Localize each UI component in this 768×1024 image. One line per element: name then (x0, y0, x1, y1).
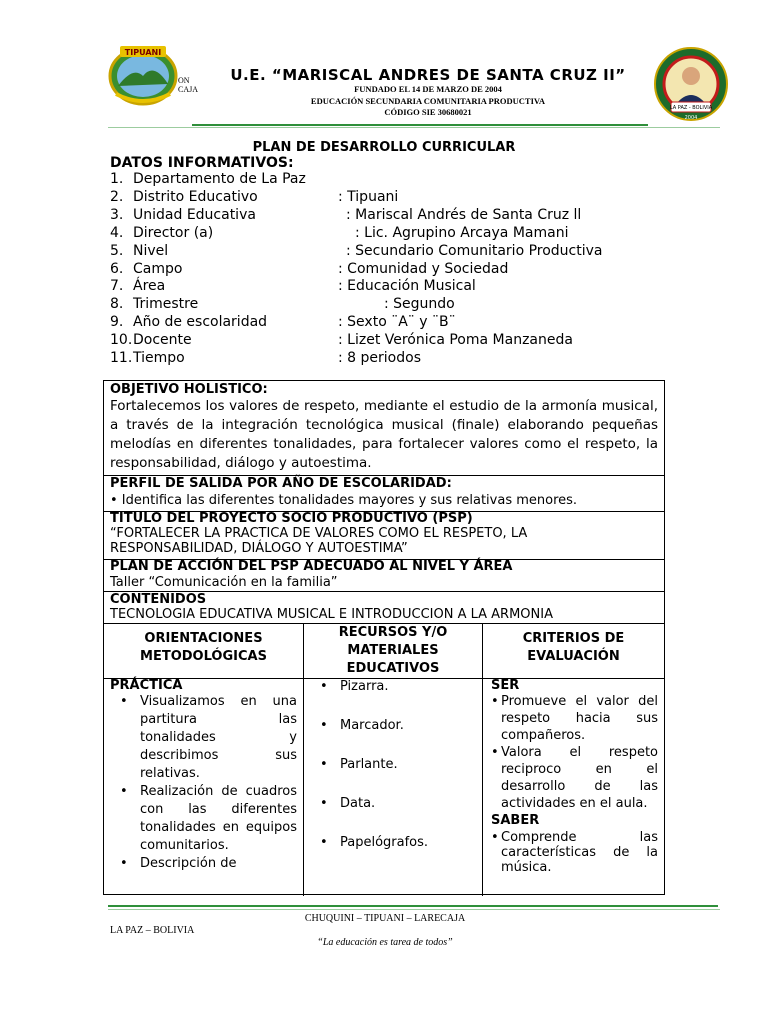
perfil-cell (104, 475, 664, 511)
school-name: U.E. “MARISCAL ANDRES DE SANTA CRUZ II” (230, 66, 626, 84)
practica-title: PRÁCTICA (110, 678, 183, 693)
info-value: : Secundario Comunitario Productiva (346, 243, 603, 259)
right-logo-number: 2004 (684, 115, 698, 121)
recurso-item: • Pizarra. (310, 678, 476, 696)
objetivo-cell (104, 381, 664, 475)
info-num: 7. (110, 278, 124, 294)
recurso-item: • Data. (310, 795, 476, 813)
info-label: Tiempo (133, 350, 185, 366)
info-value: : Educación Musical (338, 278, 476, 294)
info-value: : Mariscal Andrés de Santa Cruz ll (346, 207, 582, 223)
info-num: 5. (110, 243, 124, 259)
school-logo-right (648, 46, 734, 124)
info-num: 6. (110, 261, 124, 277)
info-label: Año de escolaridad (133, 314, 268, 330)
saber-item: • Comprende las características de la música. (491, 830, 658, 875)
perfil-text: • Identifica las diferentes tonalidades mayores y sus relativas menores. (110, 493, 578, 508)
contenidos-cell (104, 591, 664, 623)
info-value: : 8 periodos (338, 350, 421, 366)
recurso-item: • Papelógrafos. (310, 834, 476, 852)
ser-item: • Valora el respeto reciproco en el desarrollo de las actividades en el aula. (491, 744, 658, 812)
left-side-line-1: ON (178, 76, 190, 85)
info-label: Trimestre (133, 296, 199, 312)
header-rule (192, 124, 648, 126)
psp-title: TITULO DEL PROYECTO SOCIO PRODUCTIVO (PSP) (110, 511, 473, 526)
plan-title: PLAN DE ACCIÓN DEL PSP ADECUADO AL NIVEL Y ÁREA (110, 559, 513, 574)
saber-title: SABER (491, 813, 540, 828)
info-num: 8. (110, 296, 124, 312)
recurso-item: • Marcador. (310, 717, 476, 735)
footer-location: CHUQUINI – TIPUANI – LARECAJA (304, 913, 466, 924)
contenidos-text: TECNOLOGIA EDUCATIVA MUSICAL E INTRODUCCION A LA ARMONIA (110, 607, 553, 622)
founded-date: FUNDADO EL 14 DE MARZO DE 2004 (354, 84, 502, 94)
perfil-title: PERFIL DE SALIDA POR AÑO DE ESCOLARIDAD: (110, 476, 452, 491)
info-label: Nivel (133, 243, 169, 259)
practica-item: • Visualizamos en una partitura las tonalidades y describimos sus relativas. (110, 693, 297, 783)
education-level: EDUCACIÓN SECUNDARIA COMUNITARIA PRODUCTIVA (310, 96, 546, 106)
info-value: : Lizet Verónica Poma Manzaneda (338, 332, 573, 348)
orientaciones-column (104, 678, 303, 873)
info-value: : Comunidad y Sociedad (338, 261, 509, 277)
document-title: PLAN DE DESARROLLO CURRICULAR (252, 140, 516, 155)
recursos-column (304, 678, 482, 852)
recurso-item: • Parlante. (310, 756, 476, 774)
info-value: : Sexto ¨A¨ y ¨B¨ (338, 314, 456, 330)
psp-cell (104, 511, 664, 559)
info-value: : Segundo (384, 296, 455, 312)
ser-title: SER (491, 678, 520, 693)
col-header-criterios: CRITERIOS DE EVALUACIÓN (522, 631, 625, 664)
info-label: Docente (133, 332, 192, 348)
footer-rule (108, 905, 718, 907)
right-logo-caption: LA PAZ - BOLIVIA (669, 105, 713, 111)
header-rule-light (108, 127, 720, 128)
criterios-column (483, 678, 664, 875)
left-side-line-2: CAJA (178, 85, 199, 94)
footer-rule-light (108, 909, 720, 910)
info-label: Departamento de La Paz (133, 171, 306, 187)
footer-city: LA PAZ – BOLIVIA (110, 925, 195, 936)
columns-section (104, 623, 664, 895)
ser-item: • Promueve el valor del respeto hacia sus compañeros. (491, 693, 658, 744)
col-header-recursos: RECURSOS Y/O MATERIALES EDUCATIVOS (338, 625, 448, 676)
psp-text: “FORTALECER LA PRACTICA DE VALORES COMO EL RESPETO, LA RESPONSABILIDAD, DIÁLOGO Y AUTOESTIMA” (110, 526, 528, 556)
info-value: : Tipuani (338, 189, 399, 205)
plan-text: Taller “Comunicación en la familia” (110, 575, 338, 590)
objetivo-title: OBJETIVO HOLISTICO: (110, 382, 268, 397)
left-logo-text: TIPUANI (124, 48, 162, 57)
info-label: Distrito Educativo (133, 189, 258, 205)
contenidos-title: CONTENIDOS (110, 592, 207, 607)
info-label: Área (133, 278, 166, 294)
objetivo-text: Fortalecemos los valores de respeto, mediante el estudio de la armonía musical, a través de la integración tecnológica musical (finale) elaborando pequeñas melodías en diferentes tonalidades, para fortalecer valores como el respeto, la responsabilidad, diálogo y autoestima. (110, 398, 658, 471)
info-value: : Lic. Agrupino Arcaya Mamani (355, 225, 569, 241)
info-label: Director (a) (133, 225, 214, 241)
info-num: 1. (110, 171, 124, 187)
info-num: 10. (110, 332, 133, 348)
sie-code: CÓDIGO SIE 30680021 (384, 107, 472, 117)
school-logo-left (108, 42, 178, 106)
info-label: Campo (133, 261, 183, 277)
info-num: 2. (110, 189, 124, 205)
info-num: 11. (110, 350, 133, 366)
info-num: 4. (110, 225, 124, 241)
section-title: DATOS INFORMATIVOS: (110, 155, 294, 171)
footer-motto: “La educación es tarea de todos” (317, 937, 453, 948)
info-num: 3. (110, 207, 124, 223)
practica-item: • Realización de cuadros con las diferentes tonalidades en equipos comunitarios. (110, 783, 297, 855)
curriculum-table (103, 380, 665, 895)
left-logo-side-text (178, 76, 198, 94)
col-header-orientaciones: ORIENTACIONES METODOLÓGICAS (140, 631, 267, 664)
info-label: Unidad Educativa (133, 207, 256, 223)
practica-item: • Descripción de (110, 855, 297, 873)
info-num: 9. (110, 314, 124, 330)
plan-cell (104, 559, 664, 591)
